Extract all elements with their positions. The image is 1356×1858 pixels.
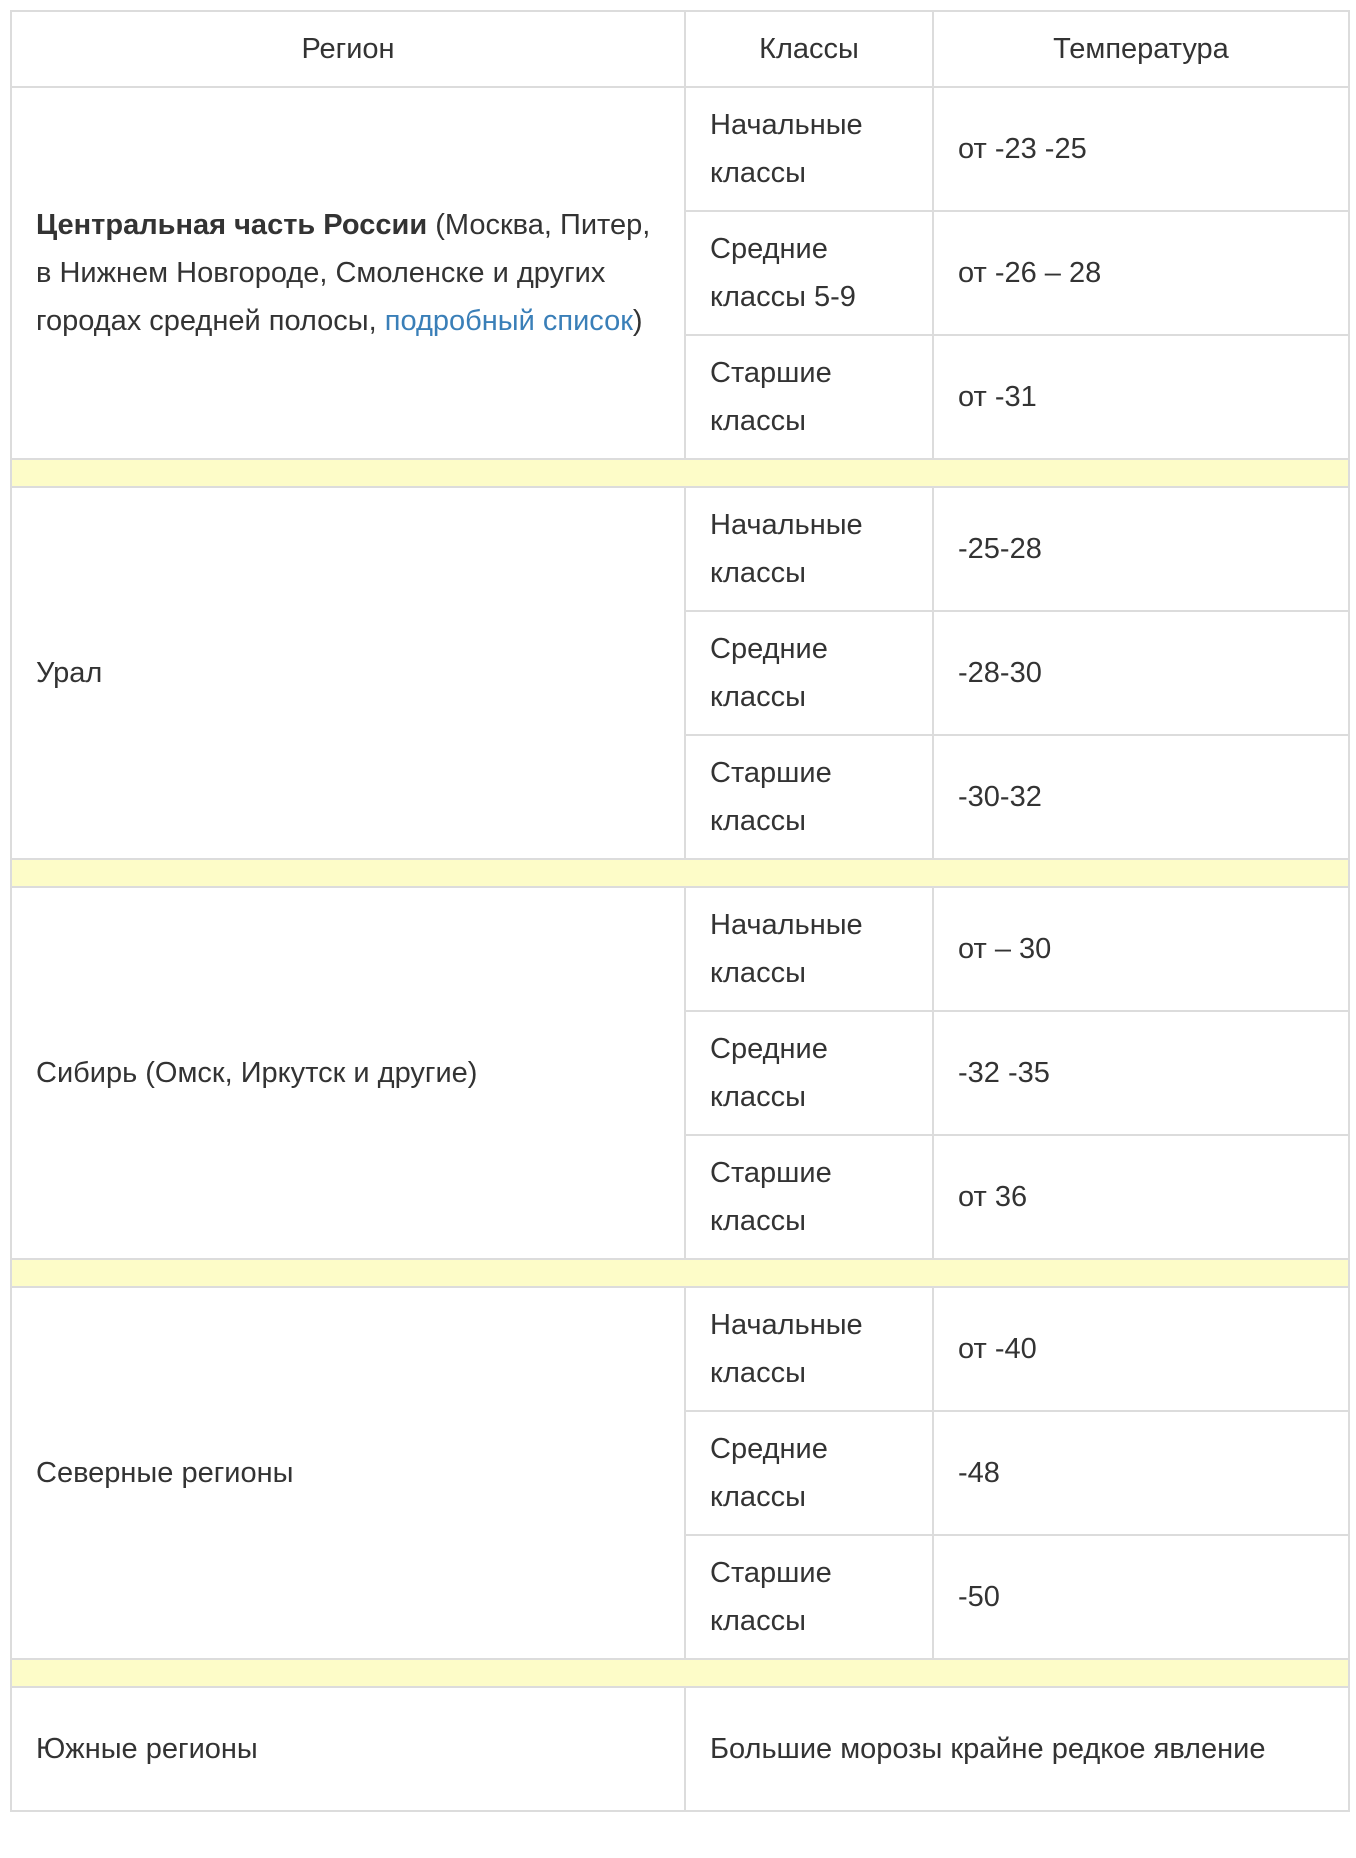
- region-cell-ural: Урал: [11, 487, 685, 859]
- table-row: [11, 887, 1349, 1011]
- separator-cell: [11, 459, 1349, 487]
- temp-cell: -25-28: [933, 487, 1349, 611]
- header-region: Регион: [11, 11, 685, 87]
- region-cell-siberia: Сибирь (Омск, Иркутск и другие): [11, 887, 685, 1259]
- table-row: [11, 1287, 1349, 1411]
- class-cell: Средние классы: [685, 1411, 933, 1535]
- temp-cell: от -23 -25: [933, 87, 1349, 211]
- table-row: [11, 1687, 1349, 1811]
- separator-cell: [11, 859, 1349, 887]
- region-desc-central: (Москва, Питер, в Нижнем Новгороде, Смоленске и других городах средней полосы,: [36, 209, 651, 337]
- temp-cell: -30-32: [933, 735, 1349, 859]
- region-desc-close: ): [632, 305, 643, 337]
- temp-cell: -48: [933, 1411, 1349, 1535]
- region-name-central: Центральная часть России: [36, 209, 428, 241]
- separator-row: [11, 1259, 1349, 1287]
- class-cell: Начальные классы: [685, 1287, 933, 1411]
- temperature-table: [10, 10, 1350, 1812]
- temp-cell: от -31: [933, 335, 1349, 459]
- temp-cell: -50: [933, 1535, 1349, 1659]
- class-cell: Средние классы: [685, 1011, 933, 1135]
- temp-cell: от -26 – 28: [933, 211, 1349, 335]
- separator-cell: [11, 1259, 1349, 1287]
- class-cell: Старшие классы: [685, 735, 933, 859]
- region-cell-north: Северные регионы: [11, 1287, 685, 1659]
- temp-cell: от 36: [933, 1135, 1349, 1259]
- temp-cell: -28-30: [933, 611, 1349, 735]
- separator-row: [11, 1659, 1349, 1687]
- class-cell: Старшие классы: [685, 1535, 933, 1659]
- class-cell: Средние классы: [685, 611, 933, 735]
- table-row: [11, 487, 1349, 611]
- temp-cell: от -40: [933, 1287, 1349, 1411]
- class-cell: Старшие классы: [685, 1135, 933, 1259]
- separator-cell: [11, 1659, 1349, 1687]
- region-cell-south: Южные регионы: [11, 1687, 685, 1811]
- class-cell: Начальные классы: [685, 487, 933, 611]
- detailed-list-link[interactable]: подробный список: [384, 305, 633, 337]
- south-note-cell: Большие морозы крайне редкое явление: [685, 1687, 1349, 1811]
- class-cell: Начальные классы: [685, 887, 933, 1011]
- separator-row: [11, 459, 1349, 487]
- class-cell: Старшие классы: [685, 335, 933, 459]
- class-cell: Начальные классы: [685, 87, 933, 211]
- temp-cell: -32 -35: [933, 1011, 1349, 1135]
- header-classes: Классы: [685, 11, 933, 87]
- class-cell: Средние классы 5-9: [685, 211, 933, 335]
- temp-cell: от – 30: [933, 887, 1349, 1011]
- table-row: [11, 87, 1349, 211]
- header-temperature: Температура: [933, 11, 1349, 87]
- header-row: [11, 11, 1349, 87]
- region-cell-central: [11, 87, 685, 459]
- separator-row: [11, 859, 1349, 887]
